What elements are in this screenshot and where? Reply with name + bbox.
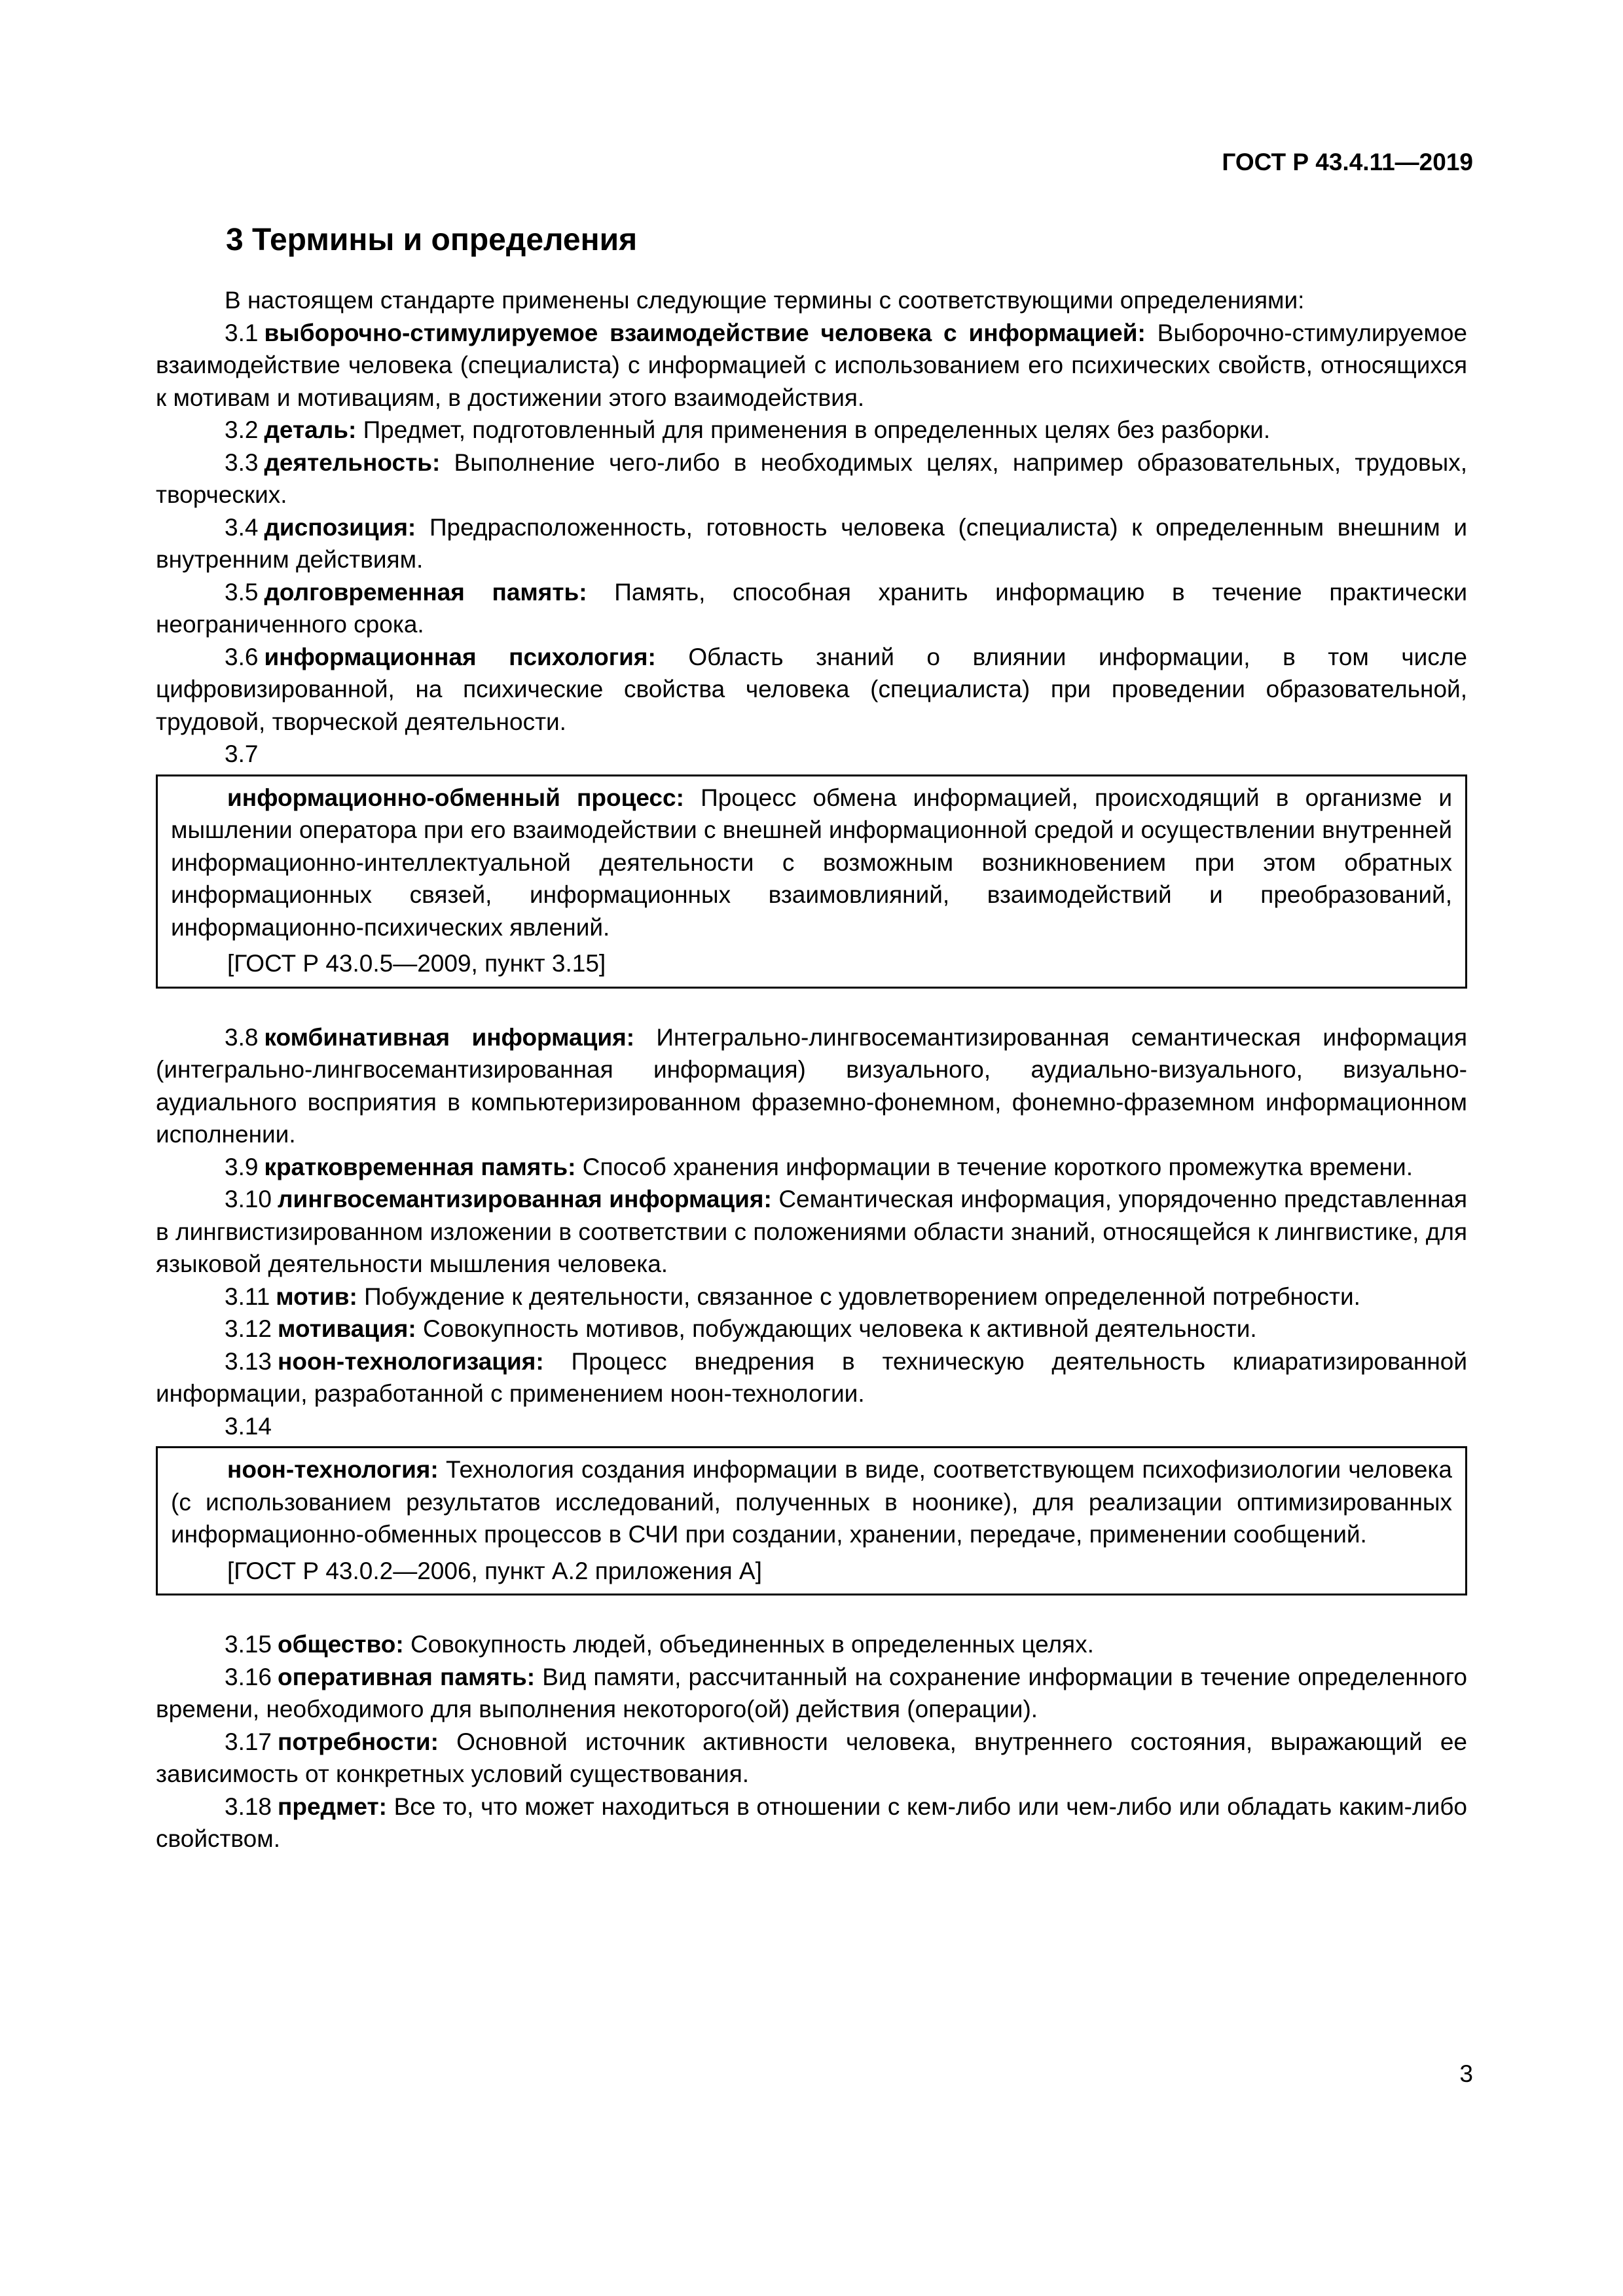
section-title: 3 Термины и определения (226, 223, 638, 257)
term-name: общество: (278, 1631, 404, 1658)
term-number: 3.9 (225, 1153, 259, 1180)
term-name: комбинативная информация: (264, 1023, 635, 1051)
term-name: информационно-обменный процесс: (227, 784, 684, 811)
term-number: 3.6 (225, 643, 259, 670)
term-number: 3.17 (225, 1728, 272, 1755)
term-entry (156, 511, 1467, 576)
term-entry (156, 1661, 1467, 1726)
term-definition: Все то, что может находиться в отношении с кем-либо или чем-либо или обладать каким-либо свойством. (156, 1793, 1468, 1852)
term-number: 3.10 (225, 1186, 272, 1212)
term-name: долговременная память: (264, 578, 587, 606)
term-number: 3.2 (225, 416, 259, 443)
term-name: деятельность: (264, 448, 441, 476)
term-entry (156, 576, 1467, 641)
term-name: мотивация: (278, 1315, 416, 1342)
term-name: информационная психология: (264, 643, 656, 670)
term-entry (156, 446, 1467, 511)
term-definition: Процесс обмена информацией, происходящий в организме и мышлении оператора при его взаимодействии с внешней информационной средой и осуществлении внутренней информационно-интеллектуальной деятельности с возможным возникновением при этом обратных информационных связей, информационных взаимовлияний, взаимодействий и преобразований, информационно-психических явлений. (171, 784, 1453, 941)
document-body (156, 221, 1467, 1855)
term-number: 3.7 (225, 740, 259, 767)
term-definition: Вид памяти, рассчитанный на сохранение информации в течение определенного времени, необходимого для выполнения некоторого(ой) действия (операции). (156, 1663, 1468, 1722)
term-definition: Выполнение чего-либо в необходимых целях, например образовательных, трудовых, творческих. (156, 448, 1468, 508)
term-definition: Семантическая информация, упорядоченно представленная в лингвистизированном изложении в соответствии с положениями области знаний, относящейся к лингвистике, для языковой деятельности мышления человека. (156, 1186, 1467, 1277)
term-definition: Выборочно-стимулируемое взаимодействие человека (специалиста) с информацией с использованием его психических свойств, относящихся к мотивам и мотивациям, в достижении этого взаимодействия. (156, 319, 1467, 411)
term-entry (156, 641, 1467, 738)
term-name: предмет: (278, 1793, 387, 1820)
term-entry (156, 1345, 1467, 1410)
term-entry (156, 1628, 1467, 1661)
term-definition: Способ хранения информации в течение короткого промежутка времени. (582, 1153, 1413, 1180)
term-number: 3.5 (225, 578, 259, 606)
borrowed-term-box (156, 774, 1467, 989)
term-name: потребности: (278, 1728, 439, 1755)
term-name: лингвосемантизированная информация: (278, 1186, 772, 1212)
term-entry (156, 1183, 1467, 1281)
term-definition: Интегрально-лингвосемантизированная семантическая информация (интегрально-лингвосемантизированная информация) визуального, аудиально-визуального, визуально-аудиального восприятия в компьютеризированном фраземно-фонемном, фонемно-фраземном информационном исполнении. (156, 1023, 1467, 1148)
term-number: 3.14 (225, 1412, 272, 1440)
term-number: 3.4 (225, 513, 259, 541)
term-number: 3.18 (225, 1793, 272, 1820)
term-definition: Совокупность мотивов, побуждающих человека к активной деятельности. (422, 1315, 1257, 1342)
term-definition: Основной источник активности человека, внутреннего состояния, выражающий ее зависимость от конкретных условий существования. (156, 1728, 1467, 1787)
term-name: диспозиция: (264, 513, 416, 541)
term-definition: Побуждение к деятельности, связанное с удовлетворением определенной потребности. (364, 1283, 1360, 1310)
term-name: мотив: (276, 1283, 357, 1310)
term-entry (156, 1021, 1467, 1151)
spacer (156, 989, 1467, 1021)
term-definition: Память, способная хранить информацию в течение практически неограниченного срока. (156, 578, 1468, 638)
term-number: 3.1 (225, 319, 259, 346)
term-name: ноон-технология: (227, 1456, 439, 1483)
term-number: 3.12 (225, 1315, 272, 1342)
term-definition: Процесс внедрения в техническую деятельность клиаратизированной информации, разработанной с применением ноон-технологии. (156, 1347, 1468, 1407)
term-entry (156, 1313, 1467, 1345)
term-entry (156, 1281, 1467, 1313)
term-name: ноон-технологизация: (278, 1347, 544, 1375)
borrowed-term-box (156, 1446, 1467, 1595)
standard-code-header: ГОСТ Р 43.4.11—2019 (1222, 149, 1473, 175)
term-definition: Предмет, подготовленный для применения в определенных целях без разборки. (363, 416, 1271, 443)
term-name: выборочно-стимулируемое взаимодействие человека с информацией: (264, 319, 1146, 346)
page-number: 3 (1459, 2060, 1473, 2087)
term-number: 3.13 (225, 1347, 272, 1375)
term-number: 3.8 (225, 1023, 259, 1051)
section-intro: В настоящем стандарте применены следующие термины с соответствующими определениями: (225, 287, 1305, 314)
term-entry (156, 1726, 1467, 1791)
term-entry (156, 317, 1467, 414)
term-entry (156, 1151, 1467, 1184)
term-number: 3.3 (225, 448, 259, 476)
term-definition: Предрасположенность, готовность человека (специалиста) к определенным внешним и внутренним действиям. (156, 513, 1468, 573)
term-number: 3.15 (225, 1631, 272, 1658)
term-source-reference: [ГОСТ Р 43.0.2—2006, пункт А.2 приложения А] (227, 1557, 762, 1584)
spacer (156, 1595, 1467, 1628)
term-definition: Область знаний о влиянии информации, в том числе цифровизированной, на психические свойства человека (специалиста) при проведении образовательной, трудовой, творческой деятельности. (156, 643, 1468, 735)
term-entry (171, 782, 1452, 944)
term-name: деталь: (264, 416, 357, 443)
term-name: кратковременная память: (264, 1153, 576, 1180)
term-entry (156, 414, 1467, 446)
term-entry (171, 1453, 1452, 1551)
term-entry (156, 1791, 1467, 1855)
term-number: 3.11 (225, 1283, 270, 1310)
term-number: 3.16 (225, 1663, 272, 1690)
term-definition: Технология создания информации в виде, соответствующем психофизиологии человека (с использованием результатов исследований, полученных в ноонике), для реализации оптимизированных информационно-обменных процессов в СЧИ при создании, хранении, передаче, применении сообщений. (171, 1456, 1452, 1548)
term-name: оперативная память: (278, 1663, 536, 1690)
term-source-reference: [ГОСТ Р 43.0.5—2009, пункт 3.15] (227, 950, 606, 977)
term-definition: Совокупность людей, объединенных в определенных целях. (410, 1631, 1094, 1658)
